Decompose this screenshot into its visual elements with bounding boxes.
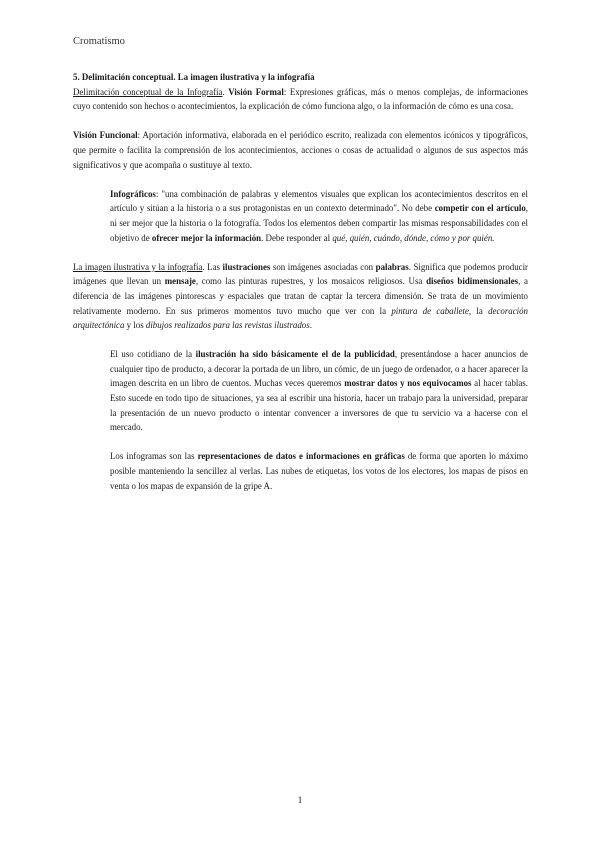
italic-text: qué, quién, cuándo, dónde, cómo y por quién.: [332, 232, 495, 243]
text: , la: [468, 305, 489, 316]
text: son imágenes asociadas con: [270, 261, 376, 272]
text: y los: [124, 320, 146, 331]
emphasis: representaciones de datos e informaciones en gráficas: [197, 451, 405, 462]
text: , ni ser mejor que la historia o la fotografía. Todos los elementos deben compartir las mismas responsabilidades con el objetivo de: [110, 203, 528, 243]
text: : Aportación informativa, elaborada en el periódico escrito, realizada con elementos icónicos y tipográficos, que permite o facilita la comprensión de los acontecimientos, acciones o cosas de actualidad o algunos de sus aspectos más significativos y que acompaña o sustituye al texto.: [73, 130, 528, 170]
term-functional-vision: Visión Funcional: [73, 130, 138, 141]
term-infographics: Infográficos: [110, 188, 156, 199]
paragraph-formal-definition: [73, 85, 528, 114]
paragraph-functional-vision: [73, 128, 528, 172]
italic-text: decoración arquitectónica: [73, 305, 528, 331]
emphasis: ilustración ha sido básicamente el de la publicidad: [195, 349, 395, 360]
emphasis: competir con el artículo: [434, 203, 526, 214]
italic-text: pintura de caballete: [391, 305, 469, 316]
text: El uso cotidiano de la: [110, 349, 196, 360]
text: , como las pinturas rupestres, y los mosaicos religiosos. Usa: [195, 276, 427, 287]
page-number: 1: [297, 796, 303, 806]
text: , presentándose a hacer anuncios de cualquier tipo de producto, a decorar la portada de un libro, un cómic, de un juego de ordenador, o a hacer aparecer la imagen descrita en un libro de cuentos. Muchas veces queremos: [110, 349, 528, 389]
text: al hacer tablas. Esto sucede en todo tipo de situaciones, ya sea al escribir una historia, hacer un trabajo para la universidad, preparar la presentación de un nuevo producto o intentar convencer a inversores de que tu servicio va a hacerse con el mercado.: [110, 378, 528, 433]
emphasis: mensaje: [164, 276, 196, 287]
text: .: [222, 86, 229, 97]
paragraph-illustration-usage: [110, 347, 528, 435]
italic-text: dibujos realizados para las revistas ilustrados: [145, 320, 310, 331]
text: : Expresiones gráficas, más o menos complejas, de informaciones cuyo contenido son hechos o acontecimientos, la explicación de cómo funciona algo, o la información de cómo es una cosa.: [73, 86, 529, 112]
subheading-illustrative-image: La imagen ilustrativa y la infografía: [73, 261, 203, 272]
emphasis: ilustraciones: [222, 261, 271, 272]
text: . Significa que podemos producir imágenes que llevan un: [73, 261, 528, 287]
text: . Las: [202, 261, 223, 272]
paragraph-infographics: [110, 187, 528, 245]
emphasis: diseños bidimensionales: [426, 276, 519, 287]
text: de forma que aporten lo máximo posible manteniendo la sencillez al verlas. Las nubes de etiquetas, los votos de los electores, los mapas de pisos en venta o los mapas de expansión de la gripe A.: [110, 451, 528, 491]
text: .: [309, 320, 312, 331]
emphasis: ofrecer mejor la información: [151, 232, 262, 243]
emphasis: palabras: [375, 261, 409, 272]
emphasis: mostrar datos y nos equivocamos: [344, 378, 472, 389]
text: Los infogramas son las: [110, 451, 198, 462]
page-body: [73, 70, 528, 493]
paragraph-illustrative-image: [73, 260, 528, 333]
subheading-conceptual-delimitation: Delimitación conceptual de la Infografía: [73, 86, 223, 97]
text: , a diferencia de las imágenes pintorescas y espaciales que tratan de captar la tercera dimensión. Se trata de un movimiento relativamente moderno. En sus primeros momentos tuvo mucho que ver con la: [73, 276, 528, 316]
term-formal-vision: Visión Formal: [228, 86, 284, 97]
section-title: 5. Delimitación conceptual. La imagen ilustrativa y la infografía: [73, 72, 315, 82]
paragraph-infograms: [110, 449, 528, 493]
text: : "una combinación de palabras y elementos visuales que explican los acontecimientos descritos en el artículo y sitúan a la historia o a sus protagonistas en un contexto determinado". No debe: [110, 188, 528, 214]
text: . Debe responder al: [261, 232, 333, 243]
running-header: Cromatismo: [73, 36, 125, 47]
